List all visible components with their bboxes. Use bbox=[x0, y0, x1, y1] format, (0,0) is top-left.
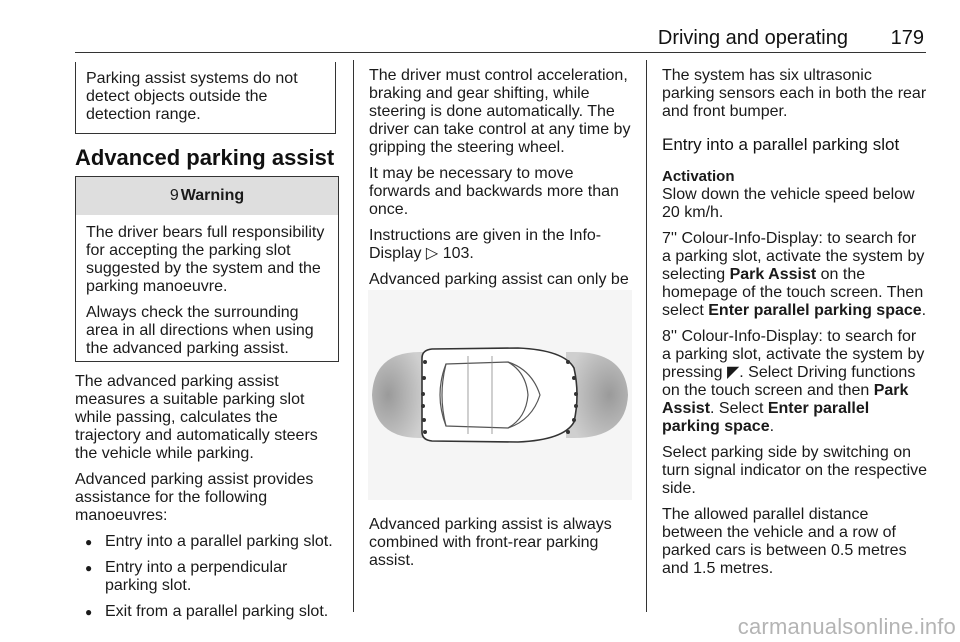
car-sensor-illustration bbox=[368, 290, 632, 500]
warning-body bbox=[76, 215, 338, 358]
list-item: ● Entry into a parallel parking slot. bbox=[75, 533, 340, 551]
paragraph: The allowed parallel distance between the vehicle and a row of parked cars is between 0.5 metres and 1.5 metres. bbox=[662, 506, 907, 577]
manoeuvre-list bbox=[75, 533, 340, 621]
intro-paragraph: The advanced parking assist measures a suitable parking slot while passing, calculates the trajectory and automatically steers the vehicle while parking. bbox=[75, 373, 318, 462]
text-run: 7'' Colour-Info-Display: to search for a parking slot, activate the system by selecting bbox=[662, 230, 925, 283]
car-roof bbox=[442, 362, 528, 428]
column-divider-2 bbox=[646, 60, 647, 612]
paragraph: It may be necessary to move forwards and backwards more than once. bbox=[369, 165, 619, 218]
page-number: 179 bbox=[890, 27, 924, 49]
column-divider-1 bbox=[353, 60, 354, 612]
text-run: . bbox=[769, 418, 775, 435]
figure-caption bbox=[369, 516, 635, 578]
paragraph bbox=[662, 328, 928, 436]
column-3-body bbox=[662, 67, 928, 586]
paragraph: Select parking side by switching on turn signal indicator on the respective side. bbox=[662, 444, 928, 497]
caption-text: Advanced parking assist is always combined with front-rear parking assist. bbox=[369, 516, 612, 569]
warning-label: Warning bbox=[180, 187, 245, 204]
rear-sensor-field bbox=[372, 352, 426, 438]
warning-icon: 9 bbox=[169, 187, 179, 204]
column-2-body bbox=[369, 67, 635, 315]
warning-box bbox=[75, 176, 339, 362]
note-line: detect objects outside the bbox=[86, 88, 268, 105]
watermark: carmanualsonline.info bbox=[737, 614, 956, 639]
paragraph: The system has six ultrasonic parking sensors each in both the rear and front bumper. bbox=[662, 67, 927, 120]
page-ref: 103. bbox=[442, 245, 474, 262]
menu-term: Enter parallel parking space bbox=[708, 302, 922, 319]
note-line: Parking assist systems do not bbox=[86, 70, 298, 87]
warning-header bbox=[76, 177, 338, 215]
paragraph: Advanced parking assist can only be bbox=[369, 271, 629, 288]
paragraph: Slow down the vehicle speed below 20 km/h. bbox=[662, 186, 915, 221]
warning-paragraph: The driver bears full responsibility for accepting the parking slot suggested by the system and the parking manoeuvre. bbox=[86, 224, 325, 295]
paragraph-text: Instructions are given in the Info-Display bbox=[369, 227, 602, 262]
paragraph: The driver must control acceleration, braking and gear shifting, while steering is done automatically. The driver can take control at any time by gripping the steering wheel. bbox=[369, 67, 631, 156]
column-1-body bbox=[75, 373, 340, 629]
section-title: Driving and operating bbox=[657, 27, 848, 49]
note-box bbox=[75, 62, 336, 134]
provides-paragraph: Advanced parking assist provides assistance for the following manoeuvres: bbox=[75, 471, 314, 524]
warning-paragraph: Always check the surrounding area in all directions when using the advanced parking assist. bbox=[86, 304, 314, 357]
parking-sensor-figure bbox=[368, 290, 632, 500]
menu-term: Park Assist bbox=[729, 266, 817, 283]
text-run: 8'' Colour-Info-Display: to search for a parking slot, activate the system by pressing bbox=[662, 328, 925, 381]
menu-term: Park Assist bbox=[662, 382, 909, 417]
section-heading: Advanced parking assist bbox=[75, 145, 335, 170]
note-line: detection range. bbox=[86, 106, 201, 123]
list-item: ● Entry into a perpendicular parking slot. bbox=[75, 559, 340, 595]
paragraph bbox=[369, 227, 635, 263]
page-ref-arrow-icon: ▷ bbox=[425, 245, 439, 262]
text-run: on the homepage of the touch screen. Then select bbox=[662, 266, 924, 319]
list-item: ● Exit from a parallel parking slot. bbox=[75, 603, 340, 621]
text-run: . Select bbox=[710, 400, 764, 417]
text-run: . bbox=[921, 302, 927, 319]
car-button-icon: ◤ bbox=[726, 364, 740, 381]
activation-label: Activation bbox=[662, 168, 735, 185]
subsection-heading: Entry into a parallel parking slot bbox=[662, 135, 900, 154]
text-run: . Select Driving functions on the touch screen and then bbox=[662, 364, 916, 399]
page-header bbox=[75, 26, 926, 53]
menu-term: Enter parallel parking space bbox=[662, 400, 870, 435]
paragraph bbox=[662, 230, 928, 320]
